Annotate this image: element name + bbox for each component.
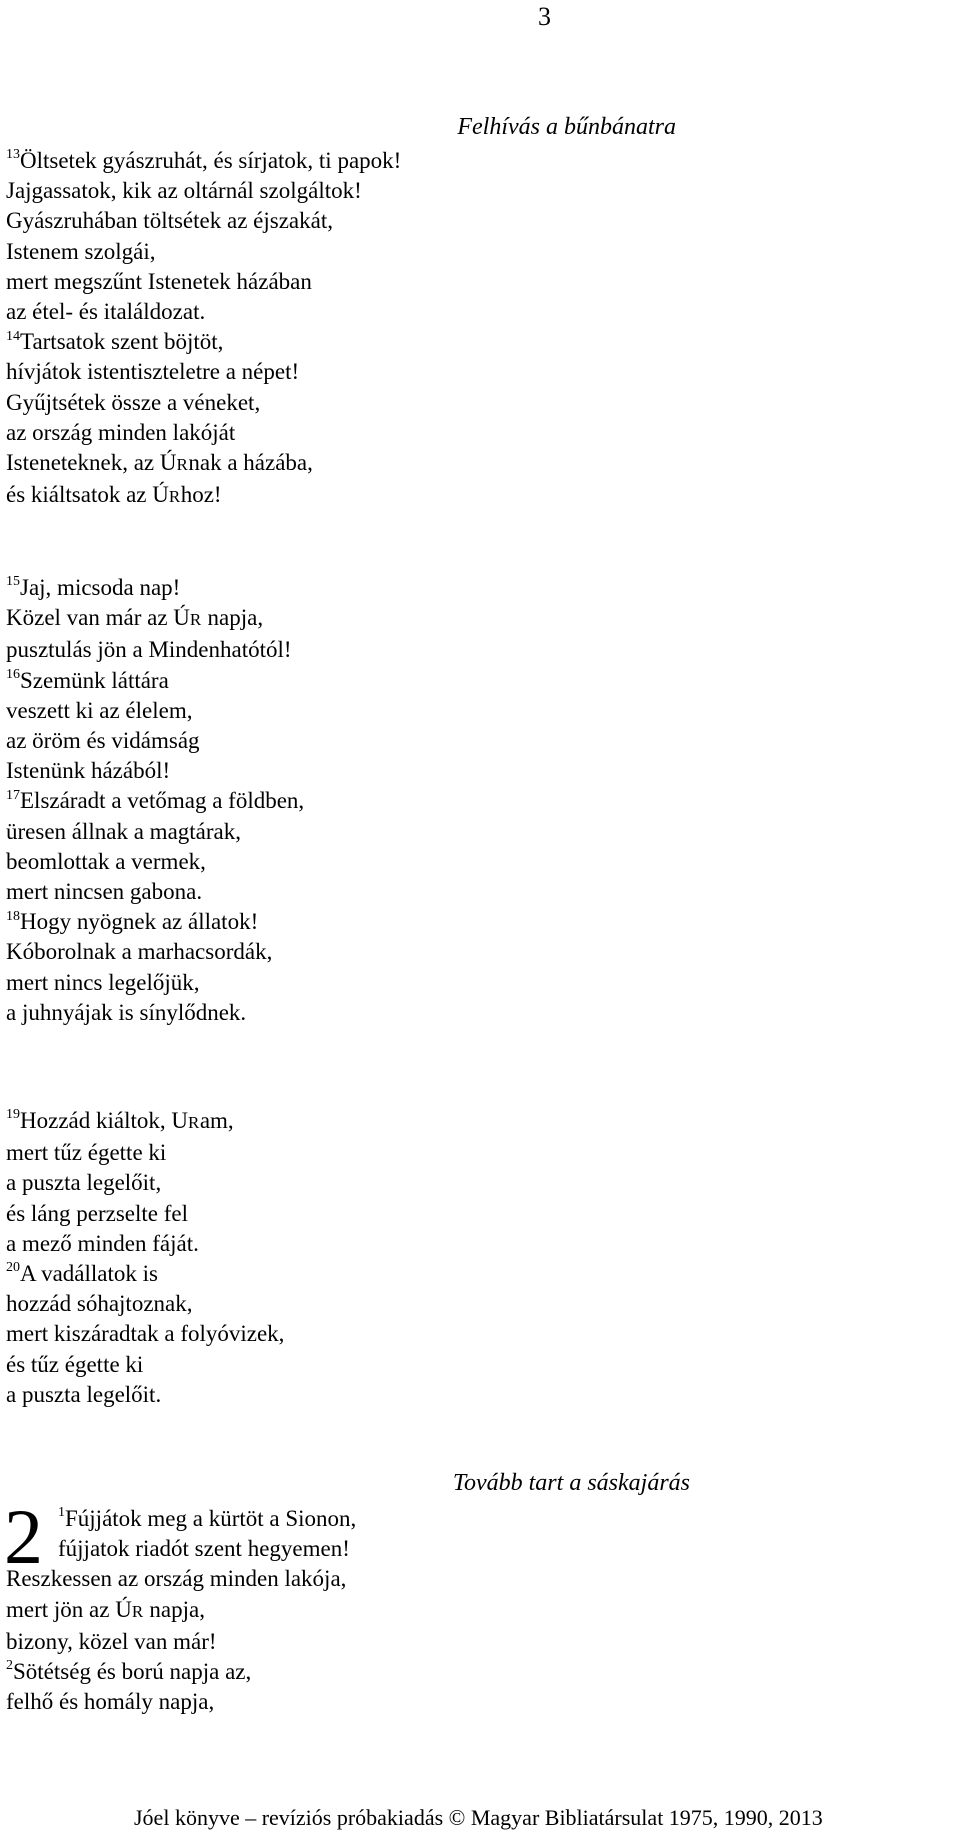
verse-line <box>6 968 304 998</box>
verse-text: felhő és homály napja, <box>6 1689 215 1715</box>
section-heading-repentance: Felhívás a bűnbánatra <box>457 114 676 140</box>
verse-text: Jajgassatok, kik az oltárnál szolgáltok! <box>6 178 362 204</box>
verse-line <box>6 1259 284 1289</box>
verse-text: pusztulás jön a Mindenhatótól! <box>6 637 292 663</box>
verse-text: mert nincsen gabona. <box>6 879 203 905</box>
verse-line <box>6 1595 356 1627</box>
verse-text: az öröm és vidámság <box>6 728 200 754</box>
verse-number: 17 <box>6 787 20 803</box>
verse-text: az ország minden lakóját <box>6 419 236 445</box>
verse-text: Tartsatok szent böjtöt, <box>20 329 224 355</box>
verse-line <box>6 206 401 236</box>
verse-line <box>6 418 401 448</box>
chapter-number-dropcap: 2 <box>4 1493 43 1580</box>
verse-text: napja, <box>143 1596 205 1622</box>
verse-text: Sötétség és ború napja az, <box>13 1659 252 1685</box>
verse-line <box>6 297 401 327</box>
verse-line <box>6 480 401 512</box>
verse-line <box>6 237 401 267</box>
verse-number: 19 <box>6 1107 20 1123</box>
verse-line <box>6 666 304 696</box>
verse-line <box>6 1138 284 1168</box>
verse-text: Reszkessen az ország minden lakója, <box>6 1566 347 1592</box>
small-caps-lord: R <box>189 610 202 630</box>
verse-text: Kóborolnak a marhacsordák, <box>6 939 273 965</box>
verse-line <box>6 357 401 387</box>
verse-text: mert kiszáradtak a folyóvizek, <box>6 1321 285 1347</box>
verse-line <box>6 1319 284 1349</box>
verse-text: mert tűz égette ki <box>6 1140 167 1166</box>
verse-line <box>6 1564 356 1594</box>
verse-line <box>6 1687 356 1717</box>
verse-text: bizony, közel van már! <box>6 1628 217 1654</box>
verse-line <box>6 388 401 418</box>
verse-line <box>6 937 304 967</box>
verse-line <box>6 146 401 176</box>
verse-line <box>6 847 304 877</box>
verse-line <box>6 1657 356 1687</box>
verse-number: 1 <box>58 1505 65 1521</box>
verse-number: 16 <box>6 666 20 682</box>
verse-line <box>6 327 401 357</box>
verse-text: Elszáradt a vetőmag a földben, <box>20 788 305 814</box>
verse-line <box>6 756 304 786</box>
verse-text: mert jön az Ú <box>6 1596 132 1622</box>
verse-line <box>58 1534 356 1564</box>
verse-text: beomlottak a vermek, <box>6 848 206 874</box>
chapter-remaining-lines <box>6 1564 356 1717</box>
verse-number: 20 <box>6 1260 20 1276</box>
verse-block-1 <box>6 146 401 512</box>
verse-text: a juhnyájak is sínylődnek. <box>6 999 247 1025</box>
verse-text: és tűz égette ki <box>6 1351 144 1377</box>
verse-line <box>6 603 304 635</box>
verse-number: 14 <box>6 328 20 344</box>
verse-text: Hozzád kiáltok, U <box>20 1108 188 1133</box>
verse-line <box>6 1289 284 1319</box>
verse-text: Szemünk láttára <box>20 667 169 693</box>
verse-text: napja, <box>201 605 264 631</box>
verse-line <box>6 1380 284 1410</box>
verse-text: üresen állnak a magtárak, <box>6 818 241 844</box>
verse-text: és kiáltsatok az Ú <box>6 482 169 508</box>
page-number: 3 <box>538 2 551 31</box>
verse-text: nak a házába, <box>188 450 313 476</box>
verse-line <box>6 448 401 480</box>
verse-text: Öltsetek gyászruhát, és sírjatok, ti papok! <box>20 148 402 173</box>
verse-block-4 <box>4 1493 357 1717</box>
verse-text: mert nincs legelőjük, <box>6 969 200 995</box>
verse-line <box>6 267 401 297</box>
verse-text: hoz! <box>180 482 222 508</box>
verse-line <box>6 998 304 1028</box>
verse-line <box>6 573 304 603</box>
verse-text: Közel van már az Ú <box>6 605 190 631</box>
verse-text: Gyászruhában töltsétek az éjszakát, <box>6 208 333 234</box>
verse-text: a puszta legelőit, <box>6 1170 162 1196</box>
section-heading-locusts: Tovább tart a sáskajárás <box>452 1470 690 1496</box>
verse-line <box>6 877 304 907</box>
verse-line <box>6 907 304 937</box>
verse-block-2 <box>6 573 304 1028</box>
small-caps-lord: R <box>187 1113 200 1132</box>
verse-block-3 <box>6 1106 284 1410</box>
verse-text: mert megszűnt Istenetek házában <box>6 268 312 294</box>
verse-line <box>6 696 304 726</box>
verse-text: Jaj, micsoda nap! <box>20 575 181 600</box>
verse-text: Gyűjtsétek össze a véneket, <box>6 389 261 415</box>
small-caps-lord: R <box>131 1601 144 1621</box>
verse-text: am, <box>199 1108 234 1133</box>
verse-line <box>6 1229 284 1259</box>
verse-line <box>6 726 304 756</box>
small-caps-lord: R <box>168 487 181 507</box>
verse-line <box>6 1199 284 1229</box>
verse-text: veszett ki az élelem, <box>6 697 193 723</box>
verse-text: fújjatok riadót szent hegyemen! <box>58 1536 350 1562</box>
verse-text: az étel- és italáldozat. <box>6 299 206 325</box>
verse-number: 15 <box>6 574 20 590</box>
chapter-first-lines <box>6 1504 356 1564</box>
verse-text: hozzád sóhajtoznak, <box>6 1291 193 1317</box>
verse-line <box>6 1106 284 1138</box>
verse-line <box>6 786 304 816</box>
verse-text: Fújjátok meg a kürtöt a Sionon, <box>65 1506 357 1531</box>
verse-line <box>58 1504 356 1534</box>
verse-text: Istenünk házából! <box>6 758 171 784</box>
verse-line <box>6 817 304 847</box>
footer-copyright: Jóel könyve – revíziós próbakiadás © Magyar Bibliatársulat 1975, 1990, 2013 <box>134 1805 823 1830</box>
verse-number: 2 <box>6 1658 13 1674</box>
verse-number: 13 <box>6 147 20 163</box>
verse-text: Istenem szolgái, <box>6 238 156 264</box>
verse-line <box>6 1350 284 1380</box>
verse-line <box>6 176 401 206</box>
verse-text: a mező minden fáját. <box>6 1230 199 1256</box>
verse-text: Hogy nyögnek az állatok! <box>20 909 259 935</box>
small-caps-lord: R <box>176 455 189 475</box>
verse-line <box>6 1168 284 1198</box>
verse-text: Isteneteknek, az Ú <box>6 450 177 476</box>
verse-number: 18 <box>6 908 20 924</box>
verse-text: és láng perzselte fel <box>6 1200 188 1226</box>
verse-line <box>6 1627 356 1657</box>
verse-text: hívjátok istentiszteletre a népet! <box>6 359 300 385</box>
verse-text: A vadállatok is <box>20 1261 158 1287</box>
verse-line <box>6 635 304 665</box>
verse-text: a puszta legelőit. <box>6 1381 162 1407</box>
